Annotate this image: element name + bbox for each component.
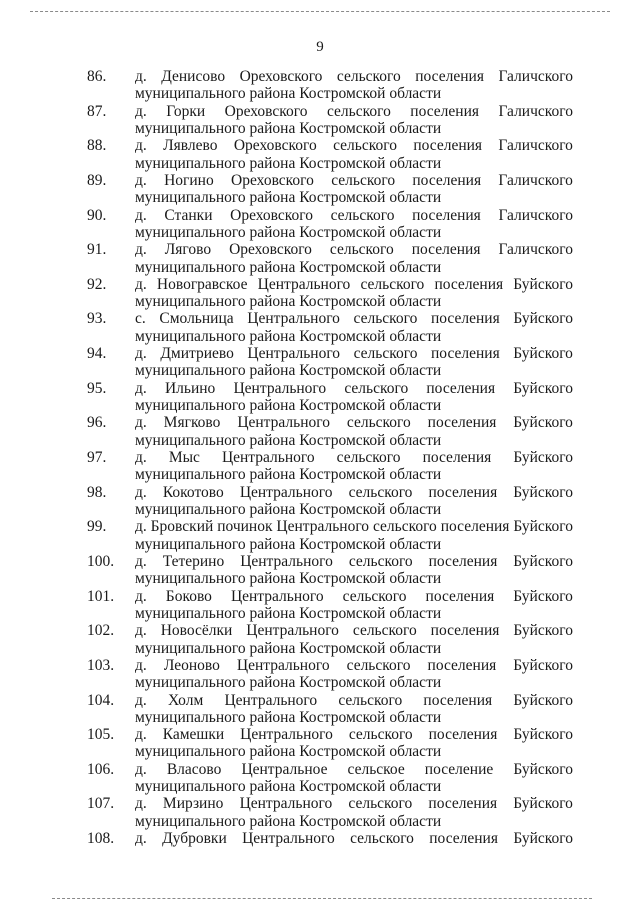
list-item-number: 101. bbox=[87, 587, 115, 605]
list-item bbox=[0, 310, 640, 345]
list-item-word: поселения bbox=[425, 587, 495, 605]
list-item-word: Центрального bbox=[239, 483, 333, 501]
list-item-number: 98. bbox=[87, 483, 107, 501]
list-item-text-line1 bbox=[135, 207, 573, 224]
list-item-word: сельского bbox=[353, 310, 418, 328]
list-item bbox=[0, 830, 640, 865]
list-item-word: поселения bbox=[411, 241, 481, 259]
list-item-word: сельского bbox=[372, 518, 437, 536]
list-item-word: сельского bbox=[348, 726, 413, 744]
settlement-list bbox=[0, 68, 640, 865]
list-item-number: 90. bbox=[87, 206, 107, 224]
list-item-word: Горки bbox=[166, 102, 206, 120]
list-item-word: Ореховского bbox=[231, 171, 314, 189]
list-item-word: Центрального bbox=[239, 795, 333, 813]
list-item bbox=[0, 449, 640, 484]
list-item-word: сельское bbox=[347, 760, 405, 778]
list-item-text-line1 bbox=[135, 795, 573, 812]
list-item-word: сельского bbox=[346, 414, 411, 432]
list-item-word: поселения bbox=[423, 691, 493, 709]
list-item-text-line2: муниципального района Костромской области bbox=[135, 223, 442, 241]
list-item-word: Тетерино bbox=[162, 552, 225, 570]
list-item-word: д. bbox=[135, 552, 147, 570]
list-item-number: 99. bbox=[87, 518, 107, 536]
list-item-word: Боково bbox=[165, 587, 212, 605]
list-item-text-line2: муниципального района Костромской области bbox=[135, 639, 442, 657]
list-item-text-line1 bbox=[135, 449, 573, 466]
list-item-text-line1 bbox=[135, 657, 573, 674]
list-item-word: Галичского bbox=[498, 241, 573, 259]
list-item-word: Кокотово bbox=[162, 483, 224, 501]
list-item-number: 97. bbox=[87, 449, 107, 467]
list-item bbox=[0, 484, 640, 519]
list-item-word: Буйского bbox=[513, 622, 573, 640]
list-item-word: поселения bbox=[412, 171, 482, 189]
list-item-text-line1 bbox=[135, 622, 573, 639]
list-item-word: Галичского bbox=[498, 206, 573, 224]
list-item-word: Буйского bbox=[513, 726, 573, 744]
list-item-word: Центрального bbox=[224, 691, 318, 709]
list-item-text-line2: муниципального района Костромской области bbox=[135, 708, 442, 726]
list-item-text-line2: муниципального района Костромской области bbox=[135, 570, 442, 588]
list-item bbox=[0, 518, 640, 553]
list-item-text-line1 bbox=[135, 414, 573, 431]
list-item-word: Ореховского bbox=[230, 206, 313, 224]
list-item-word: поселения bbox=[428, 795, 498, 813]
list-item-word: Буйского bbox=[513, 656, 573, 674]
list-item-word: сельского bbox=[342, 587, 407, 605]
list-item-word: сельского bbox=[346, 656, 411, 674]
list-item-word: поселения bbox=[412, 206, 481, 224]
list-item-number: 102. bbox=[87, 622, 115, 640]
list-item-word: д. bbox=[135, 414, 147, 432]
list-item-word: д. bbox=[135, 68, 147, 85]
list-item-number: 89. bbox=[87, 171, 107, 189]
list-item-word: Центрального bbox=[221, 449, 315, 467]
list-item-word: поселения bbox=[415, 68, 484, 85]
list-item-word: Новосёлки bbox=[160, 622, 233, 640]
list-item-word: Буйского bbox=[513, 518, 573, 536]
list-item bbox=[0, 241, 640, 276]
list-item bbox=[0, 553, 640, 588]
list-item-text-line2: муниципального района Костромской области bbox=[135, 258, 442, 276]
list-item-text-line1 bbox=[135, 484, 573, 501]
list-item-text-line2: муниципального района Костромской области bbox=[135, 397, 442, 415]
list-item-word: Камешки bbox=[162, 726, 225, 744]
list-item-word: Центрального bbox=[247, 345, 341, 363]
list-item-word: д. bbox=[135, 102, 147, 120]
list-item-number: 96. bbox=[87, 414, 107, 432]
list-item-word: сельского bbox=[348, 795, 413, 813]
list-item bbox=[0, 414, 640, 449]
list-item-text-line2: муниципального района Костромской области bbox=[135, 327, 442, 345]
list-item-word: Центрального bbox=[246, 622, 339, 640]
list-item-word: д. bbox=[135, 241, 147, 259]
list-item-word: Новогравское bbox=[156, 275, 248, 293]
list-item-word: Центрального bbox=[257, 275, 351, 293]
list-item-text-line1 bbox=[135, 241, 573, 258]
list-item-word: поселения bbox=[413, 137, 483, 155]
list-item-word: Буйского bbox=[513, 449, 573, 467]
list-item-word: Буйского bbox=[513, 587, 573, 605]
list-item-word: Буйского bbox=[513, 830, 573, 848]
list-item bbox=[0, 103, 640, 138]
list-item-word: сельского bbox=[350, 830, 414, 848]
list-item-word: сельского bbox=[338, 691, 403, 709]
list-item-word: Галичского bbox=[498, 171, 573, 189]
list-item-word: сельского bbox=[352, 622, 417, 640]
list-item-word: Ореховского bbox=[224, 102, 308, 120]
list-item-word: сельского bbox=[326, 102, 391, 120]
list-item-word: Центрального bbox=[240, 552, 333, 570]
list-item-number: 105. bbox=[87, 726, 115, 744]
list-item-word: д. bbox=[135, 760, 147, 778]
list-item-word: д. bbox=[135, 691, 147, 709]
list-item-word: Центрального bbox=[233, 379, 327, 397]
list-item-word: д. bbox=[135, 622, 147, 640]
list-item-word: поселения bbox=[431, 310, 500, 328]
list-item-word: Галичского bbox=[498, 102, 573, 120]
list-item-word: д. bbox=[135, 518, 147, 536]
list-item-word: Мыс bbox=[168, 449, 200, 467]
list-item-text-line2: муниципального района Костромской области bbox=[135, 674, 442, 692]
list-item bbox=[0, 380, 640, 415]
list-item-word: Мягково bbox=[163, 414, 221, 432]
list-item-word: поселения bbox=[428, 552, 498, 570]
list-item bbox=[0, 137, 640, 172]
list-item-word: поселения bbox=[428, 483, 498, 501]
list-item-word: д. bbox=[135, 171, 147, 189]
list-item-word: поселения bbox=[428, 726, 498, 744]
list-item-word: Центрального bbox=[276, 518, 370, 536]
list-item bbox=[0, 207, 640, 242]
list-item-number: 107. bbox=[87, 795, 115, 813]
list-item-text-line1 bbox=[135, 553, 573, 570]
list-item-text-line2: муниципального района Костромской области bbox=[135, 189, 442, 207]
list-item-word: поселения bbox=[427, 414, 497, 432]
list-item-word: Ильино bbox=[164, 379, 216, 397]
list-item-number: 108. bbox=[87, 830, 115, 848]
list-item-word: д. bbox=[135, 587, 147, 605]
list-item bbox=[0, 692, 640, 727]
list-item-word: поселения bbox=[434, 275, 504, 293]
list-item bbox=[0, 726, 640, 761]
list-item-word: Центрального bbox=[237, 414, 330, 432]
list-item-text-line1 bbox=[135, 276, 573, 293]
list-item-word: Дубровки bbox=[162, 830, 227, 848]
list-item-word: Буйского bbox=[513, 275, 573, 293]
list-item-word: сельского bbox=[331, 171, 396, 189]
list-item-text-line2: муниципального района Костромской области bbox=[135, 466, 442, 484]
list-item-word: Ореховского bbox=[239, 68, 323, 85]
scan-bottom-edge bbox=[52, 898, 592, 899]
list-item-word: д. bbox=[135, 275, 147, 293]
list-item-word: Дмитриево bbox=[160, 345, 234, 363]
list-item-text-line2: муниципального района Костромской области bbox=[135, 743, 442, 761]
list-item-word: поселения bbox=[426, 379, 496, 397]
list-item-text-line1 bbox=[135, 310, 573, 327]
list-item-text-line1 bbox=[135, 103, 573, 120]
list-item-word: Власово bbox=[166, 760, 222, 778]
list-item bbox=[0, 172, 640, 207]
list-item-number: 103. bbox=[87, 656, 115, 674]
list-item-word: сельского bbox=[330, 206, 395, 224]
list-item bbox=[0, 795, 640, 830]
list-item-word: Буйского bbox=[513, 379, 573, 397]
list-item-word: сельского bbox=[348, 552, 413, 570]
list-item-word: Денисово bbox=[161, 68, 226, 85]
list-item-text-line1 bbox=[135, 380, 573, 397]
list-item-number: 104. bbox=[87, 691, 115, 709]
list-item-word: Ногино bbox=[164, 171, 214, 189]
list-item-word: Смольница bbox=[159, 310, 234, 328]
list-item-word: д. bbox=[135, 656, 147, 674]
list-item bbox=[0, 68, 640, 103]
list-item-word: поселения bbox=[430, 622, 500, 640]
list-item bbox=[0, 588, 640, 623]
list-item-word: Центрального bbox=[242, 830, 335, 848]
list-item-text-line1 bbox=[135, 172, 573, 189]
list-item bbox=[0, 345, 640, 380]
list-item-number: 106. bbox=[87, 760, 115, 778]
list-item-word: Буйского bbox=[513, 414, 573, 432]
list-item-word: Буйского bbox=[513, 310, 573, 328]
list-item-text-line2: муниципального района Костромской области bbox=[135, 500, 442, 518]
list-item-text-line2: муниципального района Костромской области bbox=[135, 431, 442, 449]
list-item-word: д. bbox=[135, 830, 147, 848]
list-item-number: 92. bbox=[87, 275, 107, 293]
list-item-word: д. bbox=[135, 795, 147, 813]
list-item-word: Галичского bbox=[498, 68, 573, 85]
list-item-word: Станки bbox=[164, 206, 213, 224]
list-item-text-line1 bbox=[135, 726, 573, 743]
list-item-word: Буйского bbox=[513, 691, 573, 709]
list-item-text-line2: муниципального района Костромской области bbox=[135, 85, 442, 103]
list-item bbox=[0, 657, 640, 692]
list-item-word: Мирзино bbox=[162, 795, 224, 813]
list-item-word: Лягово bbox=[164, 241, 212, 259]
list-item-text-line2: муниципального района Костромской области bbox=[135, 535, 442, 553]
list-item-text-line1 bbox=[135, 345, 573, 362]
list-item-word: поселения bbox=[431, 345, 500, 363]
list-item-number: 94. bbox=[87, 345, 107, 363]
list-item-word: Леоново bbox=[163, 656, 220, 674]
list-item-word: поселения bbox=[410, 102, 480, 120]
list-item-word: Центрального bbox=[236, 656, 330, 674]
list-item-word: Буйского bbox=[513, 760, 573, 778]
list-item-word: Лявлево bbox=[163, 137, 218, 155]
list-item bbox=[0, 761, 640, 796]
list-item-word: поселения bbox=[427, 656, 497, 674]
list-item-number: 93. bbox=[87, 310, 107, 328]
list-item-word: сельского bbox=[333, 137, 397, 155]
list-item-word: поселения bbox=[422, 449, 492, 467]
list-item-word: д. bbox=[135, 379, 147, 397]
list-item-word: Ореховского bbox=[233, 137, 317, 155]
list-item-word: сельского bbox=[360, 275, 425, 293]
list-item-text-line1 bbox=[135, 588, 573, 605]
list-item-number: 100. bbox=[87, 552, 115, 570]
list-item-word: Центрального bbox=[230, 587, 324, 605]
scan-top-edge bbox=[30, 11, 610, 12]
list-item-number: 88. bbox=[87, 137, 107, 155]
list-item-text-line2: муниципального района Костромской области bbox=[135, 293, 442, 311]
list-item-word: сельского bbox=[348, 483, 413, 501]
list-item-word: Ореховского bbox=[229, 241, 312, 259]
list-item-word: Центрального bbox=[240, 726, 333, 744]
list-item-text-line1 bbox=[135, 518, 573, 535]
list-item-word: сельского bbox=[329, 241, 394, 259]
page-number: 9 bbox=[316, 39, 324, 55]
list-item-word: д. bbox=[135, 137, 147, 155]
list-item-word: д. bbox=[135, 726, 147, 744]
list-item-text-line1 bbox=[135, 137, 573, 154]
list-item-word: Холм bbox=[167, 691, 204, 709]
list-item-word: сельского bbox=[336, 68, 401, 85]
list-item-text-line1 bbox=[135, 68, 573, 85]
list-item-word: д. bbox=[135, 206, 147, 224]
list-item-word: д. bbox=[135, 483, 147, 501]
list-item-word: Буйского bbox=[513, 795, 573, 813]
list-item-text-line2: муниципального района Костромской области bbox=[135, 812, 442, 830]
list-item-text-line2: муниципального района Костромской области bbox=[135, 778, 442, 796]
list-item-word: д. bbox=[135, 345, 147, 363]
list-item-text-line1 bbox=[135, 830, 573, 847]
list-item-text-line2: муниципального района Костромской области bbox=[135, 604, 442, 622]
list-item bbox=[0, 276, 640, 311]
list-item-word: с. bbox=[135, 310, 146, 328]
list-item-number: 95. bbox=[87, 379, 107, 397]
list-item-word: д. bbox=[135, 449, 147, 467]
list-item-text-line1 bbox=[135, 761, 573, 778]
list-item-word: Центральное bbox=[241, 760, 328, 778]
list-item-word: Буйского bbox=[513, 552, 573, 570]
list-item-number: 86. bbox=[87, 68, 107, 85]
list-item-text-line2: муниципального района Костромской области bbox=[135, 154, 442, 172]
list-item-word: Центрального bbox=[247, 310, 340, 328]
list-item-word: поселения bbox=[429, 830, 498, 848]
list-item-word: Буйского bbox=[513, 345, 573, 363]
list-item-word: сельского bbox=[353, 345, 418, 363]
list-item-word: сельского bbox=[336, 449, 401, 467]
list-item-text-line2: муниципального района Костромской области bbox=[135, 119, 442, 137]
list-item-text-line2: муниципального района Костромской области bbox=[135, 362, 442, 380]
list-item-word: Галичского bbox=[498, 137, 573, 155]
list-item-word: поселение bbox=[424, 760, 494, 778]
list-item-text-line1 bbox=[135, 692, 573, 709]
list-item-word: починок bbox=[217, 518, 273, 536]
list-item-number: 87. bbox=[87, 102, 107, 120]
list-item-number: 91. bbox=[87, 241, 107, 259]
list-item-word: Буйского bbox=[513, 483, 573, 501]
list-item-word: сельского bbox=[344, 379, 409, 397]
list-item bbox=[0, 622, 640, 657]
list-item-word: Бровский bbox=[150, 518, 214, 536]
list-item-word: поселения bbox=[440, 518, 510, 536]
